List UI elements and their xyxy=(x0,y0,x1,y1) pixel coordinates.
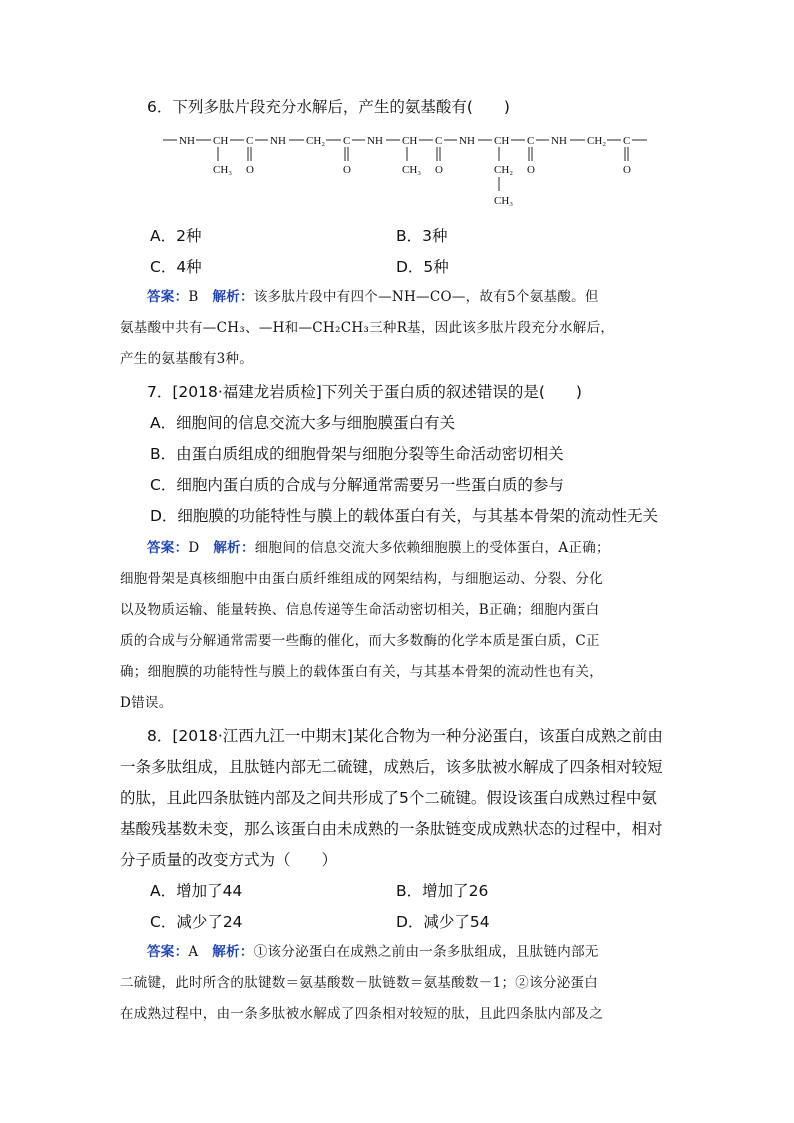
q8-option-d: D．减少了54 xyxy=(396,913,490,931)
formula-nh-4: NH xyxy=(459,135,475,147)
q6-option-a: A．2种 xyxy=(150,227,202,245)
analysis-label: 解析： xyxy=(212,944,254,960)
formula-ch3-3: CH₃ xyxy=(494,195,514,207)
q6-option-b: B．3种 xyxy=(396,227,448,245)
q7-answer-value: D xyxy=(188,540,200,556)
formula-ch-2: CH xyxy=(402,135,418,147)
formula-ch-3: CH xyxy=(494,135,510,147)
formula-o-2: O xyxy=(343,164,351,176)
q7-analysis-line-6: D错误。 xyxy=(120,695,173,711)
q7-analysis-line-4: 质的合成与分解通常需要一些酶的催化，而大多数酶的化学本质是蛋白质，C正 xyxy=(120,633,600,649)
q8-answer-line xyxy=(147,942,599,962)
formula-c-1: C xyxy=(246,135,254,147)
analysis-label: 解析： xyxy=(213,540,255,556)
q6-option-d: D．5种 xyxy=(396,258,449,276)
formula-c-3: C xyxy=(435,135,443,147)
q8-analysis-line-3: 在成熟过程中，由一条多肽被水解成了四条相对较短的肽，且此四条肽内部及之 xyxy=(120,1006,603,1022)
formula-nh-1: NH xyxy=(179,135,195,147)
q7-analysis-line-5: 确；细胞膜的功能特性与膜上的载体蛋白有关，与其基本骨架的流动性也有关， xyxy=(120,664,603,680)
q7-analysis-line-1: 细胞间的信息交流大多依赖细胞膜上的受体蛋白，A正确； xyxy=(254,540,610,556)
q8-stem-line-3: 的肽，且此四条肽链内部及之间共形成了5个二硫键。假设该蛋白成熟过程中氨 xyxy=(120,789,657,807)
formula-c-2: C xyxy=(343,135,351,147)
formula-nh-5: NH xyxy=(551,135,567,147)
formula-c-4: C xyxy=(527,135,535,147)
q6-analysis-line-2: 氨基酸中共有—CH₃、—H和—CH₂CH₃三种R基，因此该多肽片段充分水解后， xyxy=(120,320,615,336)
q7-option-d: D．细胞膜的功能特性与膜上的载体蛋白有关，与其基本骨架的流动性无关 xyxy=(150,507,658,525)
q6-answer-value: B xyxy=(188,289,199,305)
q6-option-c: C．4种 xyxy=(150,258,202,276)
q8-stem-line-5: 分子质量的改变方式为（ ） xyxy=(120,851,338,869)
peptide-structural-formula xyxy=(155,128,655,210)
q8-option-b: B．增加了26 xyxy=(396,882,489,900)
q7-option-b: B．由蛋白质组成的细胞骨架与细胞分裂等生命活动密切相关 xyxy=(150,445,564,463)
q8-stem-line-2: 一条多肽组成，且肽链内部无二硫键，成熟后，该多肽被水解成了四条相对较短 xyxy=(120,758,663,776)
q7-analysis-line-3: 以及物质运输、能量转换、信息传递等生命活动密切相关，B正确；细胞内蛋白 xyxy=(120,602,600,618)
formula-ch2-2: CH₂ xyxy=(587,135,607,147)
q8-stem-line-1: 8．[2018·江西九江一中期末]某化合物为一种分泌蛋白，该蛋白成熟之前由 xyxy=(147,727,663,745)
formula-ch3-1: CH₃ xyxy=(213,164,233,176)
formula-o-3: O xyxy=(435,164,443,176)
q8-option-a: A．增加了44 xyxy=(150,882,243,900)
answer-label: 答案： xyxy=(147,289,189,305)
q7-analysis-line-2: 细胞骨架是真核细胞中由蛋白质纤维组成的网架结构，与细胞运动、分裂、分化 xyxy=(120,571,603,587)
q6-answer-line xyxy=(147,287,599,307)
q7-option-a: A．细胞间的信息交流大多与细胞膜蛋白有关 xyxy=(150,414,456,432)
answer-label: 答案： xyxy=(147,944,189,960)
formula-nh-2: NH xyxy=(270,135,286,147)
q6-analysis-line-1: 该多肽片段中有四个—NH—CO—，故有5个氨基酸。但 xyxy=(253,289,599,305)
q6-stem: 6．下列多肽片段充分水解后，产生的氨基酸有( ) xyxy=(147,98,510,116)
q8-analysis-line-2: 二硫键，此时所含的肽键数＝氨基酸数－肽链数＝氨基酸数－1；②该分泌蛋白 xyxy=(120,975,599,991)
formula-o-4: O xyxy=(527,164,535,176)
q8-stem-line-4: 基酸残基数未变，那么该蛋白由未成熟的一条肽链变成成熟状态的过程中，相对 xyxy=(120,820,663,838)
formula-nh-3: NH xyxy=(367,135,383,147)
q7-answer-line xyxy=(147,538,610,558)
formula-ch2-3: CH₂ xyxy=(494,164,514,176)
formula-ch-1: CH xyxy=(213,135,229,147)
formula-ch3-2: CH₃ xyxy=(402,164,422,176)
q8-option-c: C．减少了24 xyxy=(150,913,243,931)
formula-o-1: O xyxy=(246,164,254,176)
q8-analysis-line-1: ①该分泌蛋白在成熟之前由一条多肽组成，且肽链内部无 xyxy=(253,944,599,960)
q7-stem: 7．[2018·福建龙岩质检]下列关于蛋白质的叙述错误的是( ) xyxy=(147,383,582,401)
formula-o-5: O xyxy=(623,164,631,176)
answer-label: 答案： xyxy=(147,540,189,556)
formula-c-5: C xyxy=(623,135,631,147)
formula-ch2-1: CH₂ xyxy=(306,135,326,147)
q6-analysis-line-3: 产生的氨基酸有3种。 xyxy=(120,351,254,367)
q8-answer-value: A xyxy=(188,944,199,960)
q7-option-c: C．细胞内蛋白质的合成与分解通常需要另一些蛋白质的参与 xyxy=(150,476,564,494)
analysis-label: 解析： xyxy=(212,289,254,305)
